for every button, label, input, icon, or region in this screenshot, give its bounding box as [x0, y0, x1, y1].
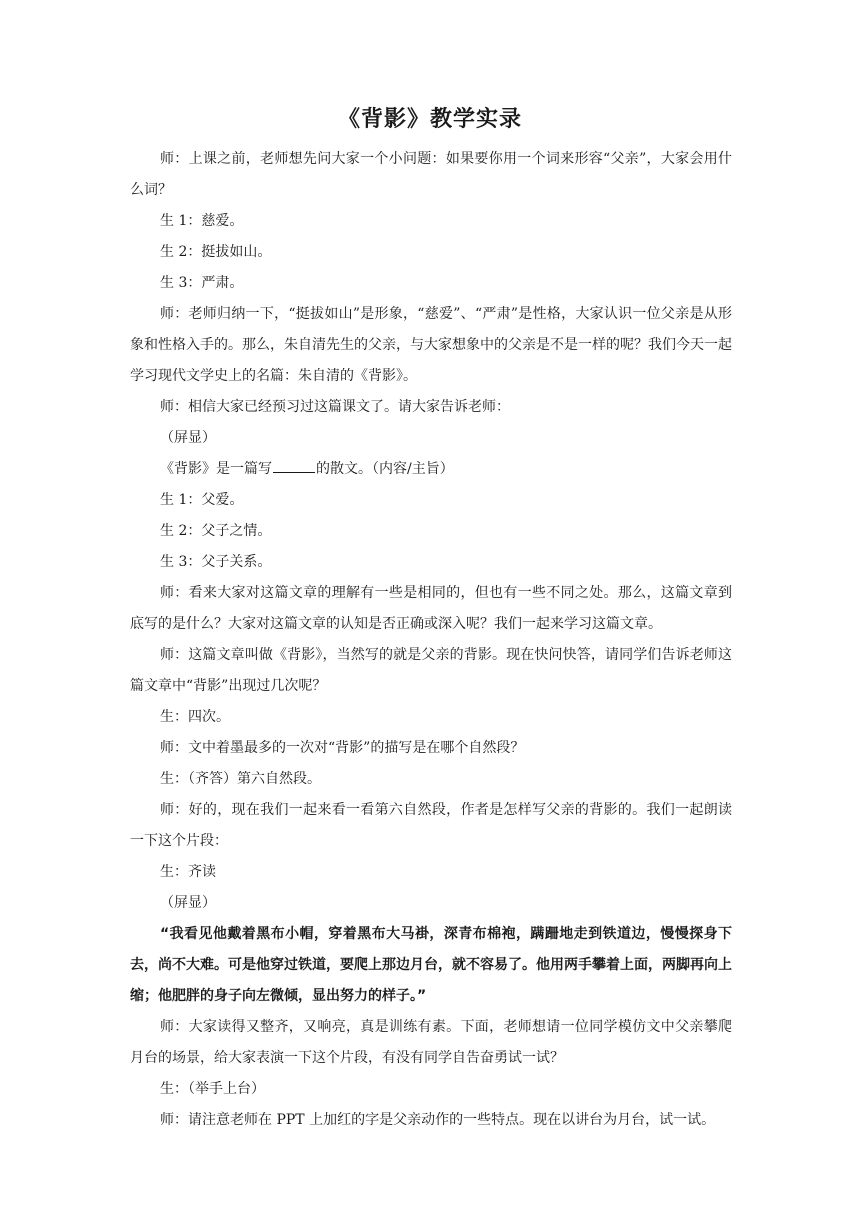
screen-display-label: （屏显）: [160, 430, 216, 446]
paragraph: 生 2：父子之情。: [160, 523, 272, 539]
paragraph: 生：（举手上台）: [160, 1081, 265, 1097]
paragraph: 师：上课之前，老师想先问大家一个小问题：如果要你用一个词来形容“父亲”，大家会用什么词？: [130, 151, 732, 198]
question-after-blank: 的散文。（内容/主旨）: [316, 461, 454, 477]
paragraph: 生 1：父爱。: [160, 492, 244, 508]
paragraph: 师：这篇文章叫做《背影》，当然写的就是父亲的背影。现在快问快答，请同学们告诉老师这篇文章中“背影”出现过几次呢？: [130, 647, 732, 694]
question-before-blank: 《背影》是一篇写: [160, 461, 272, 477]
paragraph: 师：请注意老师在 PPT 上加红的字是父亲动作的一些特点。现在以讲台为月台，试一试。: [160, 1112, 716, 1128]
paragraph: 生 3：严肃。: [160, 275, 244, 291]
document-body: [130, 144, 732, 1136]
screen-display-label: （屏显）: [160, 895, 216, 911]
paragraph: 师：大家读得又整齐，又响亮，真是训练有素。下面，老师想请一位同学模仿文中父亲攀爬月台的场景，给大家表演一下这个片段，有没有同学自告奋勇试一试？: [130, 1019, 732, 1066]
paragraph: 生：（齐答）第六自然段。: [160, 771, 321, 787]
paragraph: 师：相信大家已经预习过这篇课文了。请大家告诉老师：: [160, 399, 510, 415]
paragraph: 生：四次。: [160, 709, 230, 725]
answer-blank: [273, 460, 315, 473]
paragraph: 生 3：父子关系。: [160, 554, 272, 570]
document-title: 《背影》教学实录: [337, 107, 522, 132]
paragraph: 生 1：慈爱。: [160, 213, 244, 229]
paragraph: 师：看来大家对这篇文章的理解有一些是相同的，但也有一些不同之处。那么，这篇文章到底写的是什么？大家对这篇文章的认知是否正确或深入呢？我们一起来学习这篇文章。: [130, 585, 732, 632]
fill-in-blank-question: [130, 454, 732, 485]
paragraph: 生 2：挺拔如山。: [160, 244, 272, 260]
paragraph: 师：老师归纳一下，“挺拔如山”是形象，“慈爱”、“严肃”是性格，大家认识一位父亲是从形象和性格入手的。那么，朱自清先生的父亲，与大家想象中的父亲是不是一样的呢？我们今天一起学习现代文学史上的名篇：朱自清的《背影》。: [130, 306, 732, 384]
quoted-passage: “我看见他戴着黑布小帽，穿着黑布大马褂，深青布棉袍，蹒跚地走到铁道边，慢慢探身下去，尚不大难。可是他穿过铁道，要爬上那边月台，就不容易了。他用两手攀着上面，两脚再向上缩；他肥胖的身子向左微倾，显出努力的样子。”: [130, 926, 732, 1004]
paragraph: 生：齐读: [160, 864, 216, 880]
paragraph: 师：好的，现在我们一起来看一看第六自然段，作者是怎样写父亲的背影的。我们一起朗读一下这个片段：: [130, 802, 732, 849]
paragraph: 师：文中着墨最多的一次对“背影”的描写是在哪个自然段？: [160, 740, 525, 756]
